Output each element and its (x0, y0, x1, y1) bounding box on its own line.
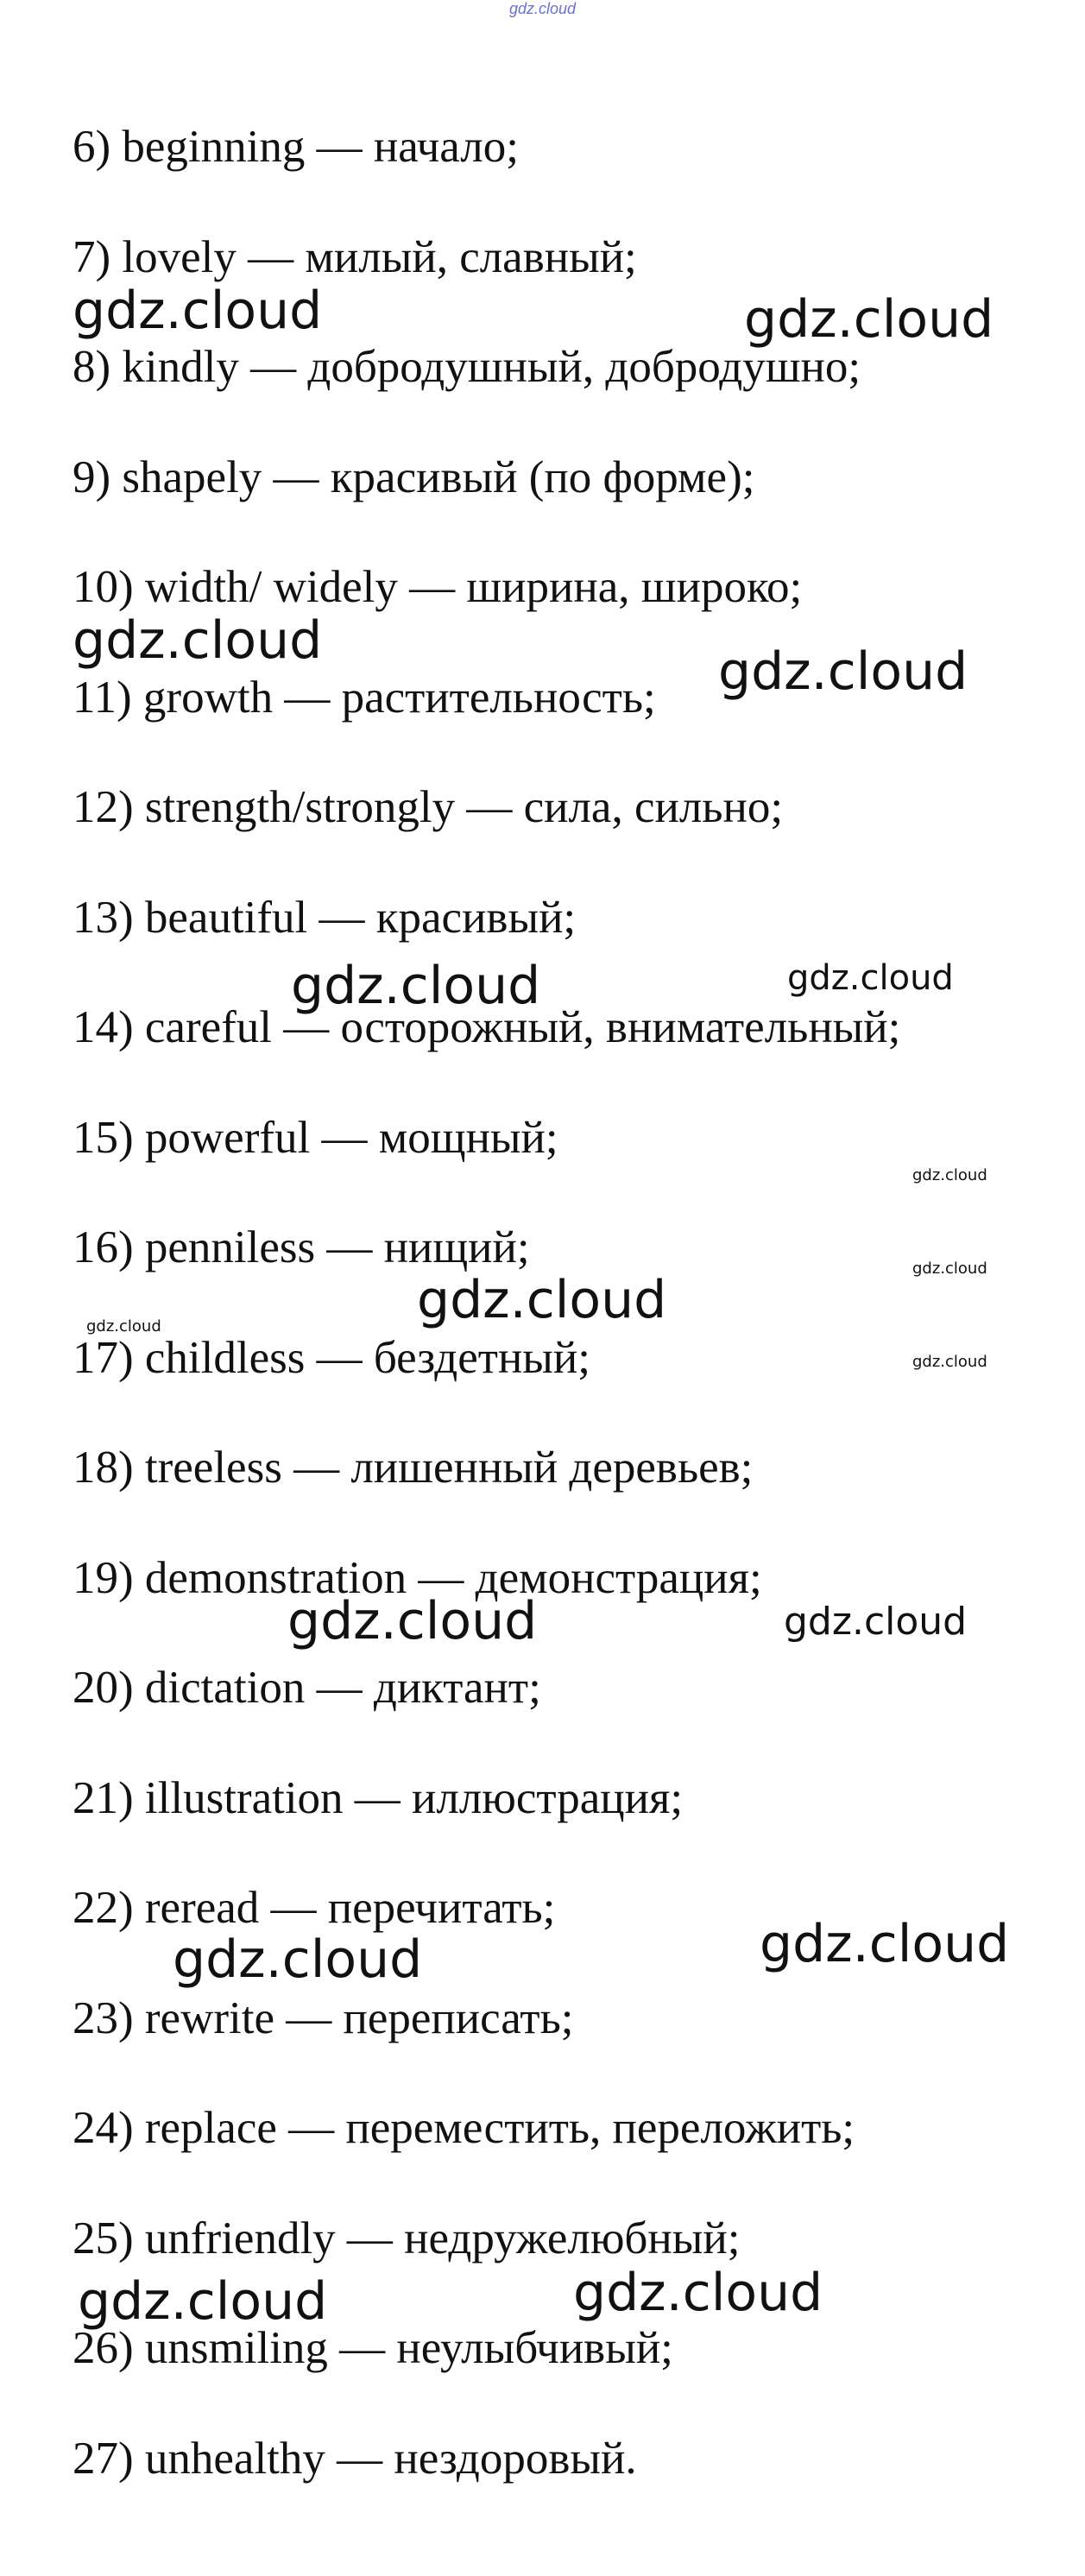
watermark-9: gdz.cloud (417, 1270, 667, 1330)
list-item: 24) replace — переместить, переложить; (73, 2103, 855, 2153)
list-item: 19) demonstration — демонстрация; (73, 1552, 762, 1603)
list-item: 10) width/ widely — ширина, широко; (73, 562, 803, 612)
watermark-2: gdz.cloud (744, 289, 994, 350)
list-item: 9) shapely — красивый (по форме); (73, 451, 755, 502)
list-item: 21) illustration — иллюстрация; (73, 1772, 684, 1823)
watermark-6: gdz.cloud (787, 958, 954, 998)
watermark-15: gdz.cloud (173, 1929, 423, 1990)
list-item: 14) careful — осторожный, внимательный; (73, 1002, 901, 1052)
watermark-5: gdz.cloud (291, 956, 541, 1016)
list-item: 17) childless — бездетный; (73, 1332, 591, 1383)
list-item: 22) reread — перечитать; (73, 1883, 556, 1933)
watermark-14: gdz.cloud (760, 1914, 1010, 1974)
watermark-13: gdz.cloud (784, 1600, 968, 1644)
watermark-17: gdz.cloud (78, 2271, 328, 2332)
list-item: 7) lovely — милый, славный; (73, 231, 637, 282)
list-item: 26) unsmiling — неулыбчивый; (73, 2323, 673, 2373)
list-item: 15) powerful — мощный; (73, 1112, 558, 1163)
list-item: 25) unfriendly — недружелюбный; (73, 2213, 741, 2263)
header-watermark: gdz.cloud (508, 0, 577, 17)
watermark-8: gdz.cloud (912, 1260, 987, 1278)
list-item: 27) unhealthy — нездоровый. (73, 2433, 637, 2484)
watermark-16: gdz.cloud (573, 2263, 823, 2323)
watermark-7: gdz.cloud (912, 1166, 987, 1184)
list-item: 13) beautiful — красивый; (73, 892, 577, 943)
watermark-1: gdz.cloud (73, 281, 323, 341)
list-item: 6) beginning — начало; (73, 122, 519, 172)
list-item: 20) dictation — диктант; (73, 1663, 541, 1713)
watermark-11: gdz.cloud (912, 1353, 987, 1371)
watermark-10: gdz.cloud (86, 1317, 161, 1335)
list-item: 18) treeless — лишенный деревьев; (73, 1443, 754, 1493)
watermark-3: gdz.cloud (73, 610, 323, 671)
list-item: 11) growth — растительность; (73, 672, 656, 723)
watermark-4: gdz.cloud (718, 641, 968, 702)
list-item: 8) kindly — добродушный, добродушно; (73, 342, 861, 392)
list-item: 12) strength/strongly — сила, сильно; (73, 782, 784, 832)
list-item: 23) rewrite — переписать; (73, 1992, 574, 2043)
list-item: 16) penniless — нищий; (73, 1222, 530, 1272)
watermark-12: gdz.cloud (287, 1591, 538, 1651)
